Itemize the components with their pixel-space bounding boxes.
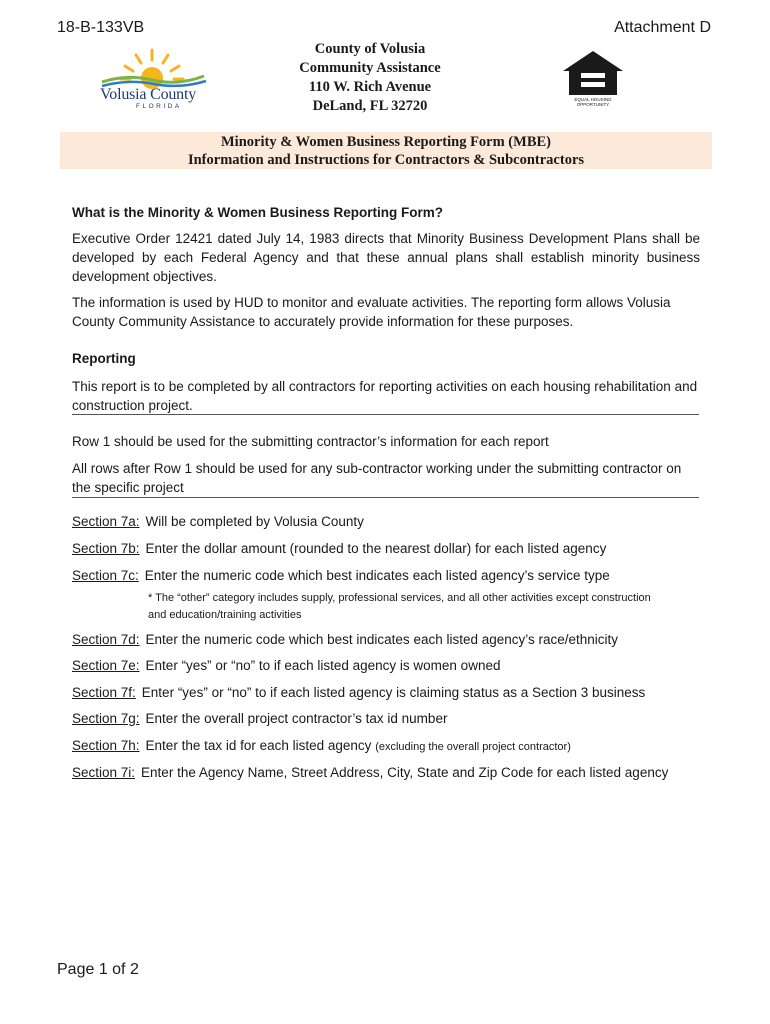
section-label: Section 7i:: [72, 765, 136, 780]
form-title: Minority & Women Business Reporting Form (MBE): [221, 134, 551, 150]
equal-housing-icon: [561, 49, 625, 107]
section-7c-note: * The “other” category includes supply, professional services, and all other activities except construction and education/training activities: [148, 592, 651, 621]
reporting-heading: Reporting: [72, 351, 136, 366]
section-label: Section 7a:: [72, 514, 140, 529]
document-id: 18-B-133VB: [57, 19, 145, 36]
reporting-paragraph-2: Row 1 should be used for the submitting contractor’s information for each report: [72, 434, 549, 449]
attachment-label: Attachment D: [614, 19, 711, 36]
intro-paragraph-1: Executive Order 12421 dated July 14, 1983 directs that Minority Business Development Plans shall be developed by each Federal Agency and that these annual plans shall establish minority business development objectives.: [72, 231, 700, 284]
section-label: Section 7g:: [72, 711, 140, 726]
reporting-paragraph-1: This report is to be completed by all contractors for reporting activities on each housing rehabilitation and construction project.: [72, 379, 698, 413]
section-text: Enter “yes” or “no” to if each listed agency is women owned: [145, 658, 501, 673]
section-text: Enter the numeric code which best indicates each listed agency’s race/ethnicity: [145, 632, 619, 647]
section-text: Enter the numeric code which best indicates each listed agency’s service type: [144, 568, 610, 583]
section-7a: [72, 514, 364, 529]
address-line: DeLand, FL 32720: [312, 98, 428, 114]
intro-heading: What is the Minority & Women Business Reporting Form?: [72, 205, 444, 220]
section-label: Section 7c:: [72, 568, 139, 583]
section-text-suffix: (excluding the overall project contractor): [375, 741, 571, 753]
section-7f: [72, 685, 645, 700]
section-label: Section 7d:: [72, 632, 140, 647]
divider: [72, 414, 699, 415]
section-7h: [72, 738, 571, 753]
section-text: Enter the Agency Name, Street Address, City, State and Zip Code for each listed agency: [141, 765, 669, 780]
address-line: 110 W. Rich Avenue: [308, 79, 432, 95]
section-text: Will be completed by Volusia County: [145, 514, 364, 529]
logo-wordmark: Volusia County: [100, 86, 197, 103]
section-7i: [72, 765, 668, 780]
section-label: Section 7f:: [72, 685, 136, 700]
section-7g: [72, 711, 447, 726]
page-number: Page 1 of 2: [57, 961, 139, 978]
section-label: Section 7b:: [72, 541, 140, 556]
section-7b: [72, 541, 606, 556]
section-7d: [72, 632, 618, 647]
eho-caption-2: OPPORTUNITY: [576, 102, 610, 107]
section-text: Enter “yes” or “no” to if each listed agency is claiming status as a Section 3 business: [141, 685, 646, 700]
section-7c: [72, 568, 610, 583]
address-block: [240, 40, 500, 116]
section-text: Enter the overall project contractor’s tax id number: [145, 711, 448, 726]
intro-paragraph-2: The information is used by HUD to monitor and evaluate activities. The reporting form allows Volusia County Community Assistance to accurately provide information for these purposes.: [72, 295, 671, 329]
section-text: Enter the dollar amount (rounded to the nearest dollar) for each listed agency: [145, 541, 607, 556]
section-7e: [72, 658, 500, 673]
section-text: Enter the tax id for each listed agency: [145, 738, 372, 753]
divider: [72, 497, 699, 498]
address-line: County of Volusia: [314, 41, 426, 57]
section-label: Section 7h:: [72, 738, 140, 753]
form-title-banner: [60, 132, 712, 169]
logo-state: FLORIDA: [136, 103, 182, 110]
address-line: Community Assistance: [299, 60, 441, 76]
section-label: Section 7e:: [72, 658, 140, 673]
reporting-paragraph-3: All rows after Row 1 should be used for any sub-contractor working under the submitting contractor on the specific project: [72, 461, 682, 495]
eho-caption-1: EQUAL HOUSING: [574, 97, 612, 102]
form-subtitle: Information and Instructions for Contractors & Subcontractors: [187, 152, 585, 168]
